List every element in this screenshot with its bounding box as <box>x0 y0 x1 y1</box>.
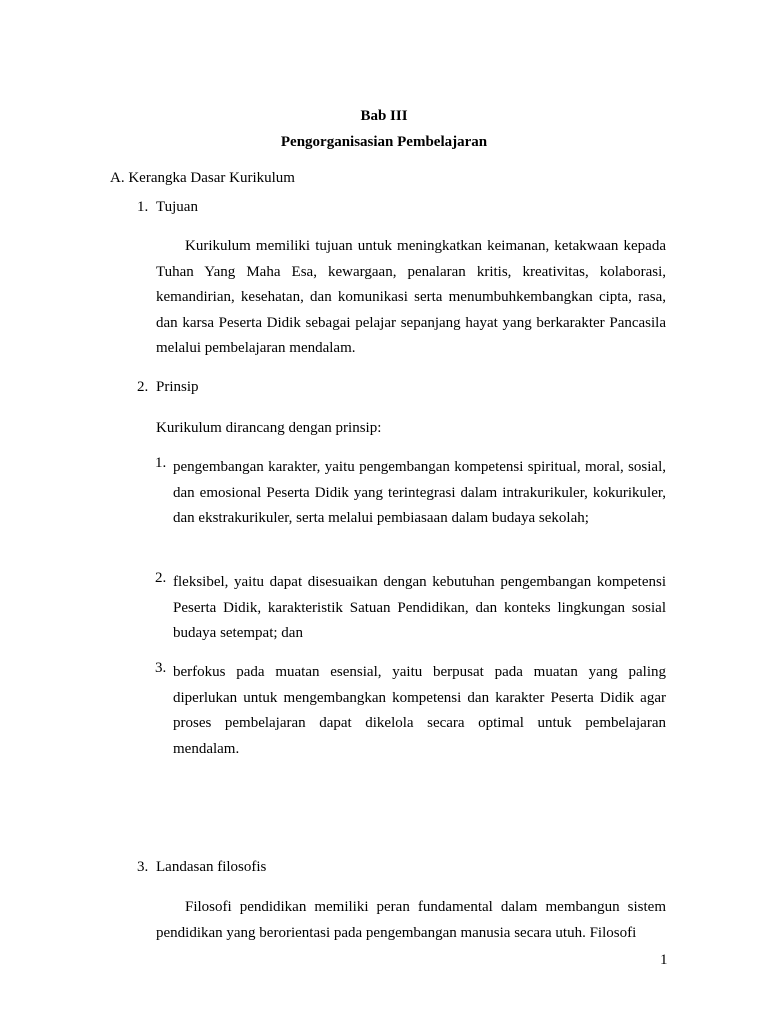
chapter-subtitle: Pengorganisasian Pembelajaran <box>280 134 488 150</box>
tujuan-paragraph: Kurikulum memiliki tujuan untuk meningkatkan keimanan, ketakwaan kepada Tuhan Yang Maha Esa, kewargaan, penalaran kritis, kreativitas, kolaborasi, kemandirian, kesehatan, dan komunikasi serta menumbuhkembangkan cipta, rasa, dan karsa Peserta Didik sebagai pelajar sepanjang hayat yang berkarakter Pancasila melalui pembelajaran mendalam. <box>156 238 666 356</box>
item-number-landasan: 3. <box>137 859 149 875</box>
section-a-heading: A. Kerangka Dasar Kurikulum <box>110 170 295 186</box>
page-number: 1 <box>660 952 668 968</box>
prinsip-intro: Kurikulum dirancang dengan prinsip: <box>156 420 382 436</box>
item-heading-prinsip: Prinsip <box>156 379 199 395</box>
item-number-tujuan: 1. <box>137 199 149 215</box>
prinsip-list-item: pengembangan karakter, yaitu pengembangan kompetensi spiritual, moral, sosial, dan emosional Peserta Didik yang terintegrasi dalam intrakurikuler, kokurikuler, dan ekstrakurikuler, serta melalui pembiasaan dalam budaya sekolah; <box>173 459 666 526</box>
chapter-title: Bab III <box>360 108 408 124</box>
item-heading-tujuan: Tujuan <box>156 199 198 215</box>
prinsip-list-number: 3. <box>155 660 167 676</box>
prinsip-list-number: 2. <box>155 570 167 586</box>
landasan-paragraph: Filosofi pendidikan memiliki peran fundamental dalam membangun sistem pendidikan yang berorientasi pada pengembangan manusia secara utuh. Filosofi <box>156 899 666 941</box>
prinsip-list-item: fleksibel, yaitu dapat disesuaikan dengan kebutuhan pengembangan kompetensi Peserta Didik, karakteristik Satuan Pendidikan, dan konteks lingkungan sosial budaya setempat; dan <box>173 574 666 641</box>
item-number-prinsip: 2. <box>137 379 149 395</box>
prinsip-list-item: berfokus pada muatan esensial, yaitu berpusat pada muatan yang paling diperlukan untuk mengembangkan kompetensi dan karakter Peserta Didik agar proses pembelajaran dapat dikelola secara optimal untuk pembelajaran mendalam. <box>173 664 666 757</box>
prinsip-list-number: 1. <box>155 455 167 471</box>
item-heading-landasan: Landasan filosofis <box>156 859 267 875</box>
